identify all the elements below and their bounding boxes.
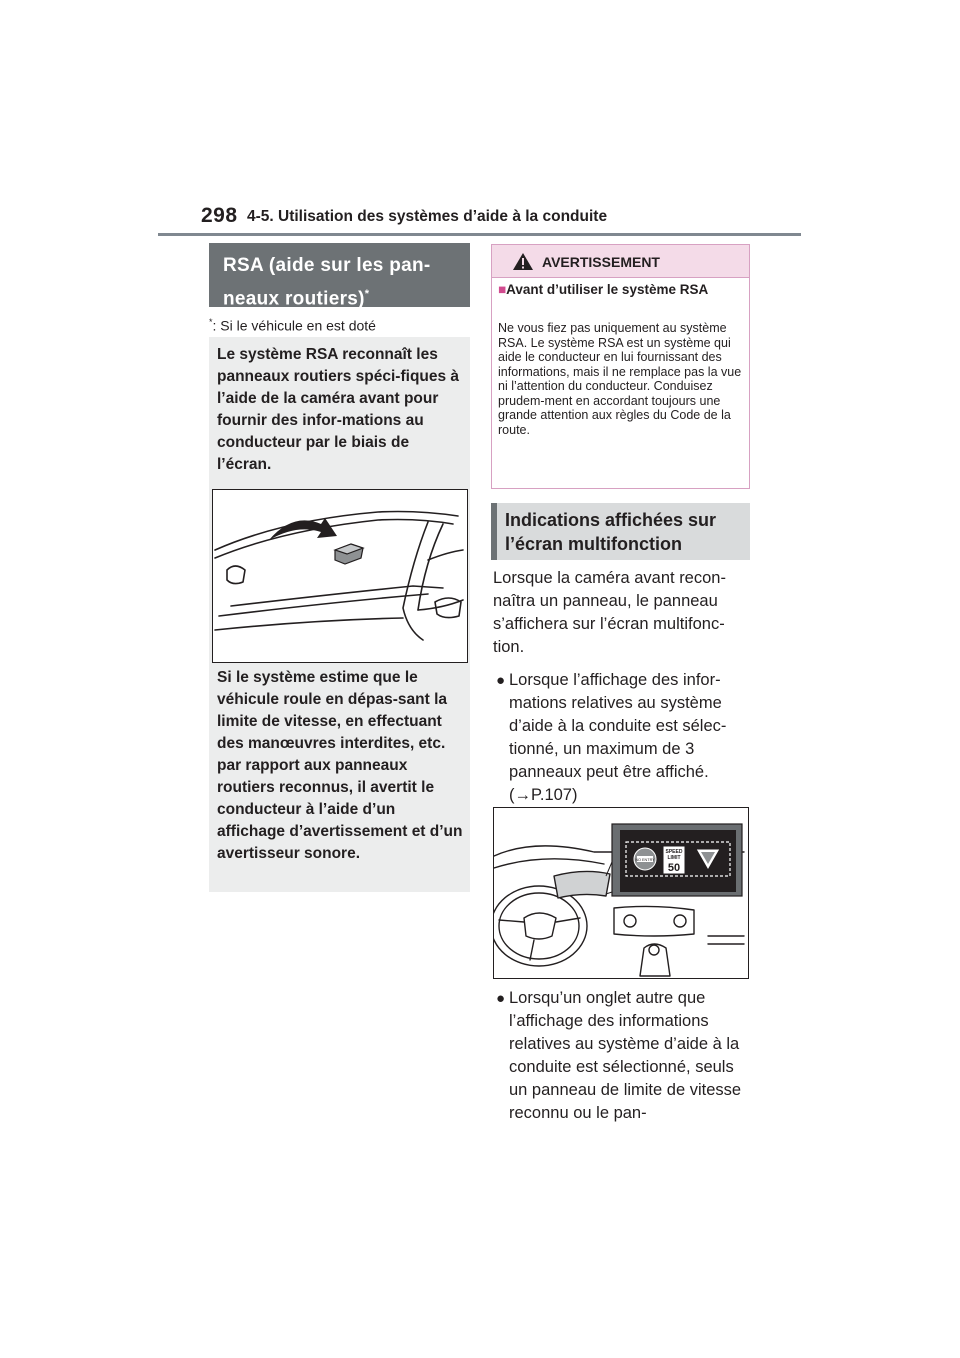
bullet-item-2 [493, 987, 755, 1127]
indications-paragraph: Lorsque la caméra avant recon-naîtra un panneau, le panneau s’affichera sur l’écran multifonc-tion. [493, 569, 726, 656]
intro-text: Le système RSA reconnaît les panneaux routiers spéci-fiques à l’aide de la caméra avant pour fournir des infor-mations au conducteur par le biais de l’écran. [217, 346, 460, 473]
section-header: 4-5. Utilisation des systèmes d’aide à la conduite [247, 208, 608, 225]
bullet-icon: ● [496, 990, 506, 1007]
speed-limit-line1: SPEED [665, 849, 683, 855]
rsa-title [223, 251, 468, 313]
rsa-title-star: * [364, 288, 370, 300]
windshield-camera-illustration [212, 489, 468, 663]
warning-box [491, 244, 750, 489]
warning-body: Ne vous fiez pas uniquement au système RSA. Le système RSA est un système qui aide le conducteur en lui fournissant des informations, mais il ne remplace pas la vue ni l’attention du conducteur. Conduisez prudem-ment en accordant toujours une grande attention aux règles du Code de la route. [498, 321, 742, 437]
page-number: 298 [201, 204, 238, 227]
footnote-star: * [209, 317, 213, 327]
warning-header [492, 245, 749, 278]
no-entry-sign-label: NO ENTRY [635, 858, 655, 862]
bullet-text-1: Lorsque l’affichage des infor-mations relatives au système d’aide à la conduite est sélec-tionné, un maximum de 3 panneaux peut être affiché. (→P.107) [509, 671, 727, 804]
header-rule [158, 233, 801, 236]
rsa-title-line1: RSA (aide sur les pan- [223, 255, 431, 276]
warning-label: AVERTISSEMENT [542, 254, 660, 270]
square-bullet-icon: ■ [498, 282, 507, 297]
footnote-text: : Si le véhicule en est doté [212, 317, 376, 334]
title-accent-bar [491, 503, 497, 560]
warning-explanation: Si le système estime que le véhicule roule en dépas-sant la limite de vitesse, en effectuant des manœuvres interdites, etc. par rapport aux panneaux routiers reconnus, il avertit le conducteur à l’aide d’un affichage d’avertissement et d’un avertisseur sonore. [217, 669, 463, 862]
footnote [209, 317, 376, 334]
warning-subheading-text: Avant d’utiliser le système RSA [506, 282, 709, 297]
dashboard-display-illustration [493, 807, 749, 979]
warning-triangle-icon [512, 252, 534, 271]
windshield-camera-icon [213, 490, 467, 662]
bullet-icon: ● [496, 672, 506, 689]
speed-limit-value: 50 [667, 862, 681, 874]
indications-title-box [491, 503, 750, 560]
bullet-text-2: Lorsqu’un onglet autre que l’affichage des informations relatives au système d’aide à la conduite est sélectionné, seuls un panneau de limite de vitesse reconnu ou le pan- [509, 989, 742, 1122]
warning-subheading [498, 282, 743, 298]
summary-box [209, 337, 470, 892]
rsa-title-line2: neaux routiers) [223, 288, 365, 310]
bullet-item-1 [493, 669, 755, 804]
rsa-title-box [209, 243, 470, 310]
dashboard-icon [494, 808, 748, 978]
speed-limit-line2: LIMIT [667, 855, 681, 861]
indications-title: Indications affichées sur l’écran multifonction [505, 510, 717, 554]
